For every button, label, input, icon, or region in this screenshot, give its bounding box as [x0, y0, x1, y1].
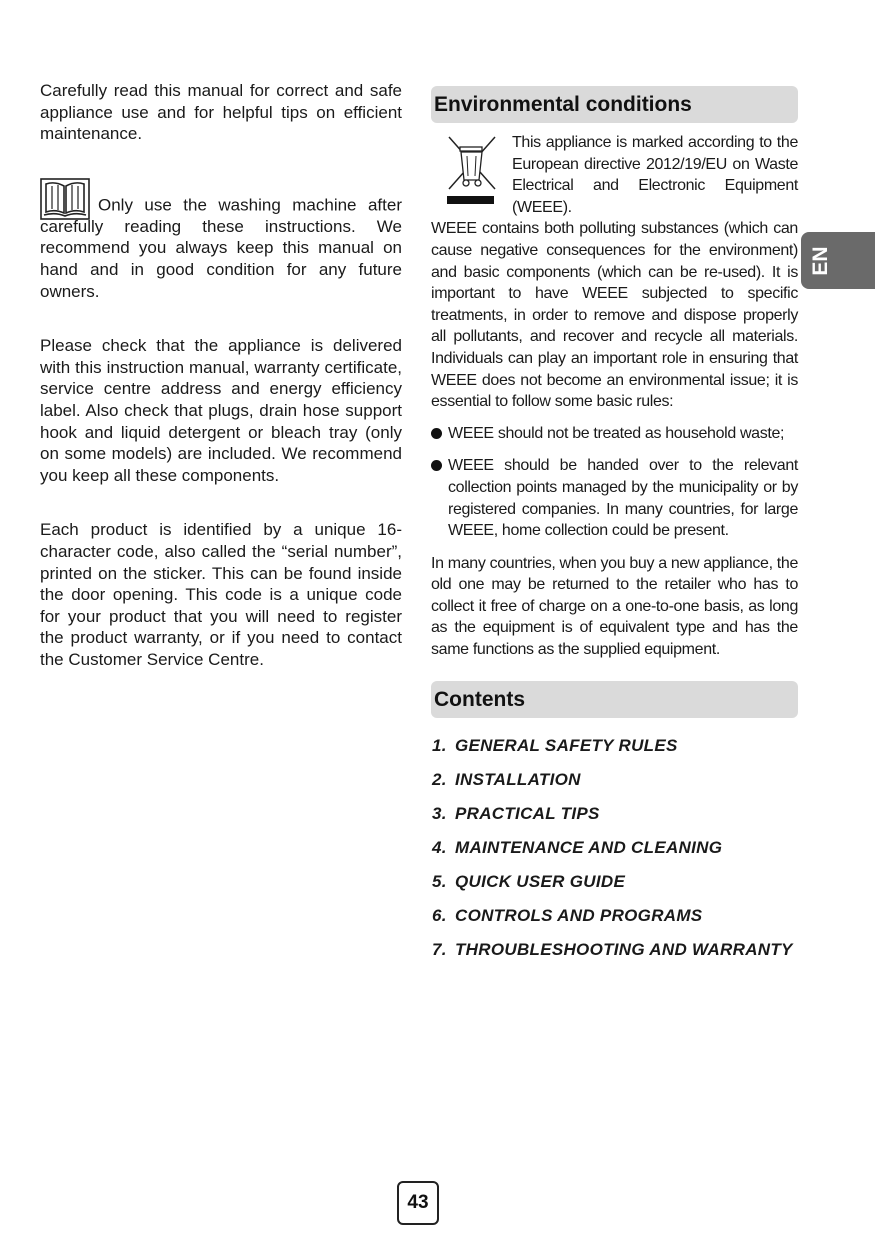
toc-number: 1.	[432, 735, 447, 755]
table-of-contents	[431, 736, 798, 974]
toc-label: THROUBLESHOOTING AND WARRANTY	[455, 939, 793, 959]
book-icon	[40, 178, 90, 220]
language-tab[interactable]	[801, 232, 875, 289]
toc-label: INSTALLATION	[455, 769, 581, 789]
weee-rules-list	[431, 423, 798, 542]
intro-paragraph: Carefully read this manual for correct and safe appliance use and for helpful tips on efficient maintenance.	[40, 81, 402, 144]
rule-text: WEEE should not be treated as household waste;	[448, 424, 785, 442]
bullet-icon	[431, 460, 442, 471]
serial-number-paragraph: Each product is identified by a unique 16-character code, also called the “serial number”, printed on the sticker. This can be found inside the door opening. This code is a unique code for your product that you will need to register the product warranty, or if you need to contact the Customer Service Centre.	[40, 520, 402, 669]
toc-item[interactable]	[431, 906, 798, 940]
toc-item[interactable]	[431, 872, 798, 906]
manual-note-text: Only use the washing machine after carefully reading these instructions. We recommend you always keep this manual on hand and in good condition for any future owners.	[40, 195, 402, 301]
toc-item[interactable]	[431, 804, 798, 838]
toc-item[interactable]	[431, 736, 798, 770]
weee-marking-text: This appliance is marked according to the European directive 2012/19/EU on Waste Electrical and Electronic Equipment (WEEE).	[512, 134, 798, 216]
toc-number: 2.	[432, 769, 447, 789]
right-column	[431, 86, 798, 974]
toc-number: 6.	[432, 905, 447, 925]
weee-section	[431, 132, 798, 413]
crossed-out-wheelie-bin-icon	[445, 135, 497, 207]
page-number: 43	[397, 1181, 439, 1225]
list-item	[431, 455, 798, 541]
toc-item[interactable]	[431, 940, 798, 974]
toc-item[interactable]	[431, 838, 798, 872]
return-old-appliance-text: In many countries, when you buy a new appliance, the old one may be returned to the retailer who has to collect it free of charge on a one-to-one basis, as long as the equipment is of equivalent type and has the same functions as the supplied equipment.	[431, 554, 798, 659]
toc-label: CONTROLS AND PROGRAMS	[455, 905, 703, 925]
toc-label: PRACTICAL TIPS	[455, 803, 600, 823]
toc-number: 5.	[432, 871, 447, 891]
toc-label: GENERAL SAFETY RULES	[455, 735, 678, 755]
environment-heading: Environmental conditions	[431, 86, 798, 123]
toc-number: 7.	[432, 939, 447, 959]
check-contents-paragraph: Please check that the appliance is delivered with this instruction manual, warranty certificate, service centre address and energy efficiency label. Also check that plugs, drain hose support hook and liquid detergent or bleach tray (only on some models) are included. We recommend you keep all these components.	[40, 336, 402, 485]
rule-text: WEEE should be handed over to the relevant collection points managed by the municipality or by registered companies. In many countries, for large WEEE, home collection could be present.	[448, 457, 798, 540]
toc-label: MAINTENANCE AND CLEANING	[455, 837, 723, 857]
bullet-icon	[431, 428, 442, 439]
weee-body-text: WEEE contains both polluting substances (which can cause negative consequences for the environment) and basic components (which can be re-used). It is important to have WEEE subjected to specific treatments, in order to remove and dispose properly all pollutants, and recover and recycle all materials. Individuals can play an important role in ensuring that WEEE does not become an environmental issue; it is essential to follow some basic rules:	[431, 220, 798, 411]
toc-item[interactable]	[431, 770, 798, 804]
list-item	[431, 423, 798, 445]
toc-label: QUICK USER GUIDE	[455, 871, 626, 891]
toc-number: 3.	[432, 803, 447, 823]
toc-number: 4.	[432, 837, 447, 857]
language-code: EN	[809, 246, 832, 276]
manual-paragraph	[40, 178, 402, 302]
contents-heading: Contents	[431, 681, 798, 718]
left-column	[40, 80, 402, 670]
